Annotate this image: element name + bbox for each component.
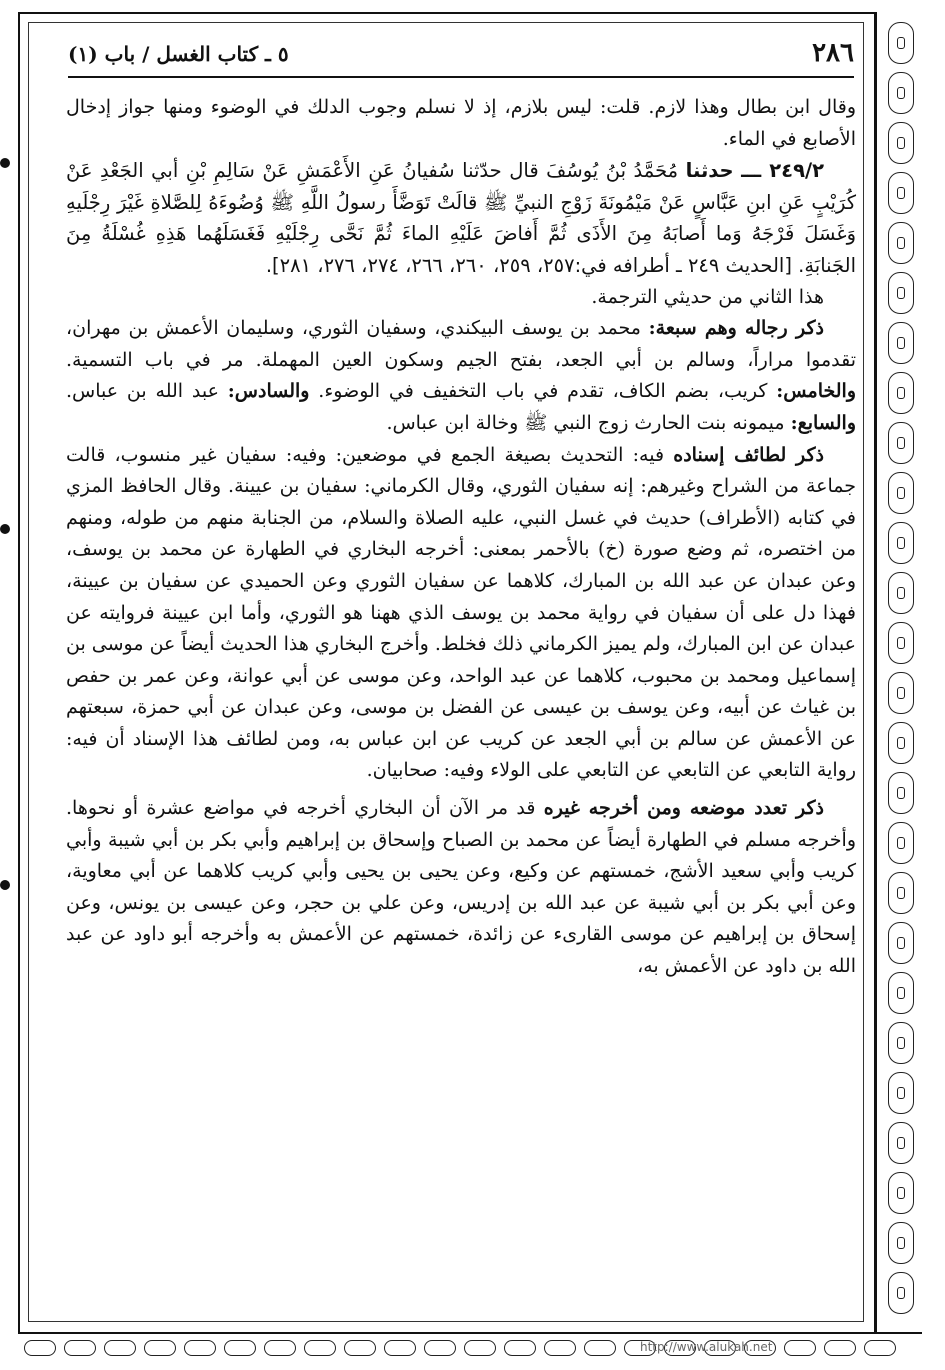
paragraph-second-hadith-note: هذا الثاني من حديثي الترجمة. <box>591 285 824 308</box>
border-ornament <box>264 1340 296 1356</box>
border-ornament <box>888 622 914 664</box>
border-ornament <box>888 322 914 364</box>
page-body <box>66 92 856 983</box>
border-ornament <box>888 172 914 214</box>
section-heading-rijal: ذكر رجاله وهم سبعة: <box>648 317 824 340</box>
border-ornament <box>864 1340 896 1356</box>
border-ornament <box>888 222 914 264</box>
border-ornament <box>104 1340 136 1356</box>
section-heading-lataif: ذكر لطائف إسناده <box>673 443 824 466</box>
narrator-5-label: والخامس: <box>776 380 857 403</box>
border-ornament <box>888 822 914 864</box>
binding-mark-top <box>0 158 10 168</box>
border-ornament <box>504 1340 536 1356</box>
border-ornament <box>888 772 914 814</box>
border-ornament <box>888 472 914 514</box>
border-ornament <box>888 122 914 164</box>
section-lataif <box>66 440 856 788</box>
border-ornament <box>144 1340 176 1356</box>
watermark-url: http://www.alukah.net <box>640 1340 773 1354</box>
border-ornament <box>344 1340 376 1356</box>
page-header <box>68 36 854 78</box>
hadith-reference: [الحديث ٢٤٩ ـ أطرافه في:٢٥٧، ٢٥٩، ٢٦٠، ٢٦٦، ٢٧٤، ٢٧٦، ٢٨١]. <box>265 253 792 277</box>
border-ornament <box>888 672 914 714</box>
border-ornament <box>888 72 914 114</box>
border-ornament <box>384 1340 416 1356</box>
border-ornament <box>464 1340 496 1356</box>
binding-mark-lower <box>0 880 10 890</box>
paragraph-intro: وقال ابن بطال وهذا لازم. قلت: ليس بلازم، إذ لا نسلم وجوب الدلك في الوضوء ومنها جواز إدخال الأصابع في الماء. <box>66 96 856 150</box>
ornamental-bottom-border <box>18 1332 922 1362</box>
border-ornament <box>888 1272 914 1314</box>
lataif-text: فيه: التحديث بصيغة الجمع في موضعين: وفيه: سفيان غير منسوب، قالت جماعة من الشراح وغيرهم: إنه سفيان الثوري، وقال الكرماني: سفيان بن عيينة. وقال الحافظ المزي في كتابه (الأطراف) حديث في غسل النبي، عليه الصلاة والسلام، من الجنابة منهم من طوله، ومنهم من اختصره، ثم وضع صورة (خ) بالأحمر بمعنى: أخرجه البخاري في الطهارة عن محمد بن يوسف، وعن عبدان عن عبد الله بن المبارك، كلاهما عن سفيان الثوري وعن الحميدي عن سفيان بن عيينة، فهذا دل على أن سفيان في رواية محمد بن يوسف الذي ههنا هو الثوري، وأما ابن عيينة فروايته عن عبدان عن ابن المبارك، ولم يميز الكرماني ذلك فخلط. وأخرج البخاري هذا الحديث أيضاً عن موسى بن إسماعيل ومحمد بن محبوب، كلاهما عن عبد الواحد، وعن موسى عن أبي عوانة، وعن عمر بن حفص بن غياث عن أبيه، وعن يوسف بن عيسى عن الفضل بن موسى، وعن عبدان عن أبي حمزة، سبعتهم عن الأعمش عن سالم بن أبي الجعد عن كريب عن ابن عباس به، ومن لطائف هذا الإسناد أن فيه: رواية التابعي عن التابعي عن التابعي على الولاء وفيه: صحابيان. <box>66 443 856 782</box>
border-ornament <box>24 1340 56 1356</box>
border-ornament <box>304 1340 336 1356</box>
hadith-haddathana: حدثنا <box>685 159 734 183</box>
hadith-number: ٢٤٩/٢ ـــ <box>741 159 824 183</box>
section-heading-taaddud: ذكر تعدد موضعه ومن أخرجه غيره <box>543 797 824 820</box>
page-number: ٢٨٦ <box>812 38 854 68</box>
narrator-6-text: عبد الله بن عباس. <box>66 380 219 403</box>
border-ornament <box>888 972 914 1014</box>
border-ornament <box>64 1340 96 1356</box>
border-ornament <box>888 1022 914 1064</box>
border-ornament <box>584 1340 616 1356</box>
narrator-7-text: ميمونه بنت الحارث زوج النبي ﷺ وخالة ابن عباس. <box>386 411 785 434</box>
border-ornament <box>888 272 914 314</box>
border-ornament <box>888 422 914 464</box>
border-ornament <box>888 522 914 564</box>
narrator-7-label: والسابع: <box>790 411 856 434</box>
border-ornament <box>888 1222 914 1264</box>
border-ornament <box>224 1340 256 1356</box>
rijal-text: محمد بن يوسف البيكندي، وسفيان الثوري، وسليمان الأعمش بن مهران، تقدموا مراراً، وسالم بن أبي الجعد، بفتح الجيم وسكون العين المهملة. مر في باب التسمية. <box>66 317 856 371</box>
border-ornament <box>424 1340 456 1356</box>
border-ornament <box>888 872 914 914</box>
border-ornament <box>544 1340 576 1356</box>
border-ornament <box>888 372 914 414</box>
ornamental-side-border <box>874 12 924 1334</box>
hadith-text: مُحَمَّدُ بْنُ يُوسُفَ قال حدّثنا سُفيانُ عَنِ الأَعْمَشِ عَنْ سَالِمِ بْنِ أبي الجَعْدِ عَنْ كُرَيْبٍ عَنِ ابنِ عَبَّاسٍ عَنْ مَيْمُونَةَ زَوْجِ النبيِّ ﷺ قالَتْ تَوَضَّأَ رسولُ اللَّهِ ﷺ وُضُوءَهُ لِلصَّلاةِ غَيْرَ رِجْلَيهِ وَغَسَلَ فَرْجَهُ وَما أَصابَهُ مِنَ الأَذَى ثُمَّ أَفاضَ عَلَيْهِ الماءَ ثُمَّ نَحَّى رِجْلَيْهِ فَغَسَلَهُما هَذِهِ غُسْلَةُ مِنَ الجَنابَةِ. <box>66 159 856 277</box>
section-rijal <box>66 313 856 439</box>
taaddud-text: قد مر الآن أن البخاري أخرجه في مواضع عشرة أو نحوها. وأخرجه مسلم في الطهارة أيضاً عن محمد بن الصباح وإسحاق بن إبراهيم وأبي بكر بن أبي شيبة وأبي كريب وأبي سعيد الأشج، خمستهم عن وكيع، وعن يحيى بن يحيى وأبي كريب كلاهما عن أبي معاوية، وعن أبي بكر بن أبي شيبة عن عبد الله بن إدريس، وعن علي بن حجر، وعن عيسى بن يونس، وعن إسحاق بن إبراهيم عن موسى القارىء عن زائدة، خمستهم عن الأعمش به وأخرجه أبو داود عن عبد الله بن داود عن الأعمش به، <box>66 797 856 978</box>
border-ornament <box>824 1340 856 1356</box>
border-ornament <box>888 1172 914 1214</box>
border-ornament <box>184 1340 216 1356</box>
border-ornament <box>888 722 914 764</box>
border-ornament <box>888 922 914 964</box>
border-ornament <box>888 1072 914 1114</box>
border-ornament <box>888 1122 914 1164</box>
narrator-6-label: والسادس: <box>227 380 310 403</box>
section-taaddud <box>66 793 856 983</box>
border-ornament <box>888 572 914 614</box>
border-ornament <box>784 1340 816 1356</box>
binding-mark-middle <box>0 524 10 534</box>
narrator-5-text: كريب، بضم الكاف، تقدم في باب التخفيف في الوضوء. <box>318 380 768 403</box>
border-ornament <box>888 22 914 64</box>
hadith-paragraph <box>66 155 856 281</box>
running-head: ٥ ـ كتاب الغسل / باب (١) <box>68 42 289 66</box>
